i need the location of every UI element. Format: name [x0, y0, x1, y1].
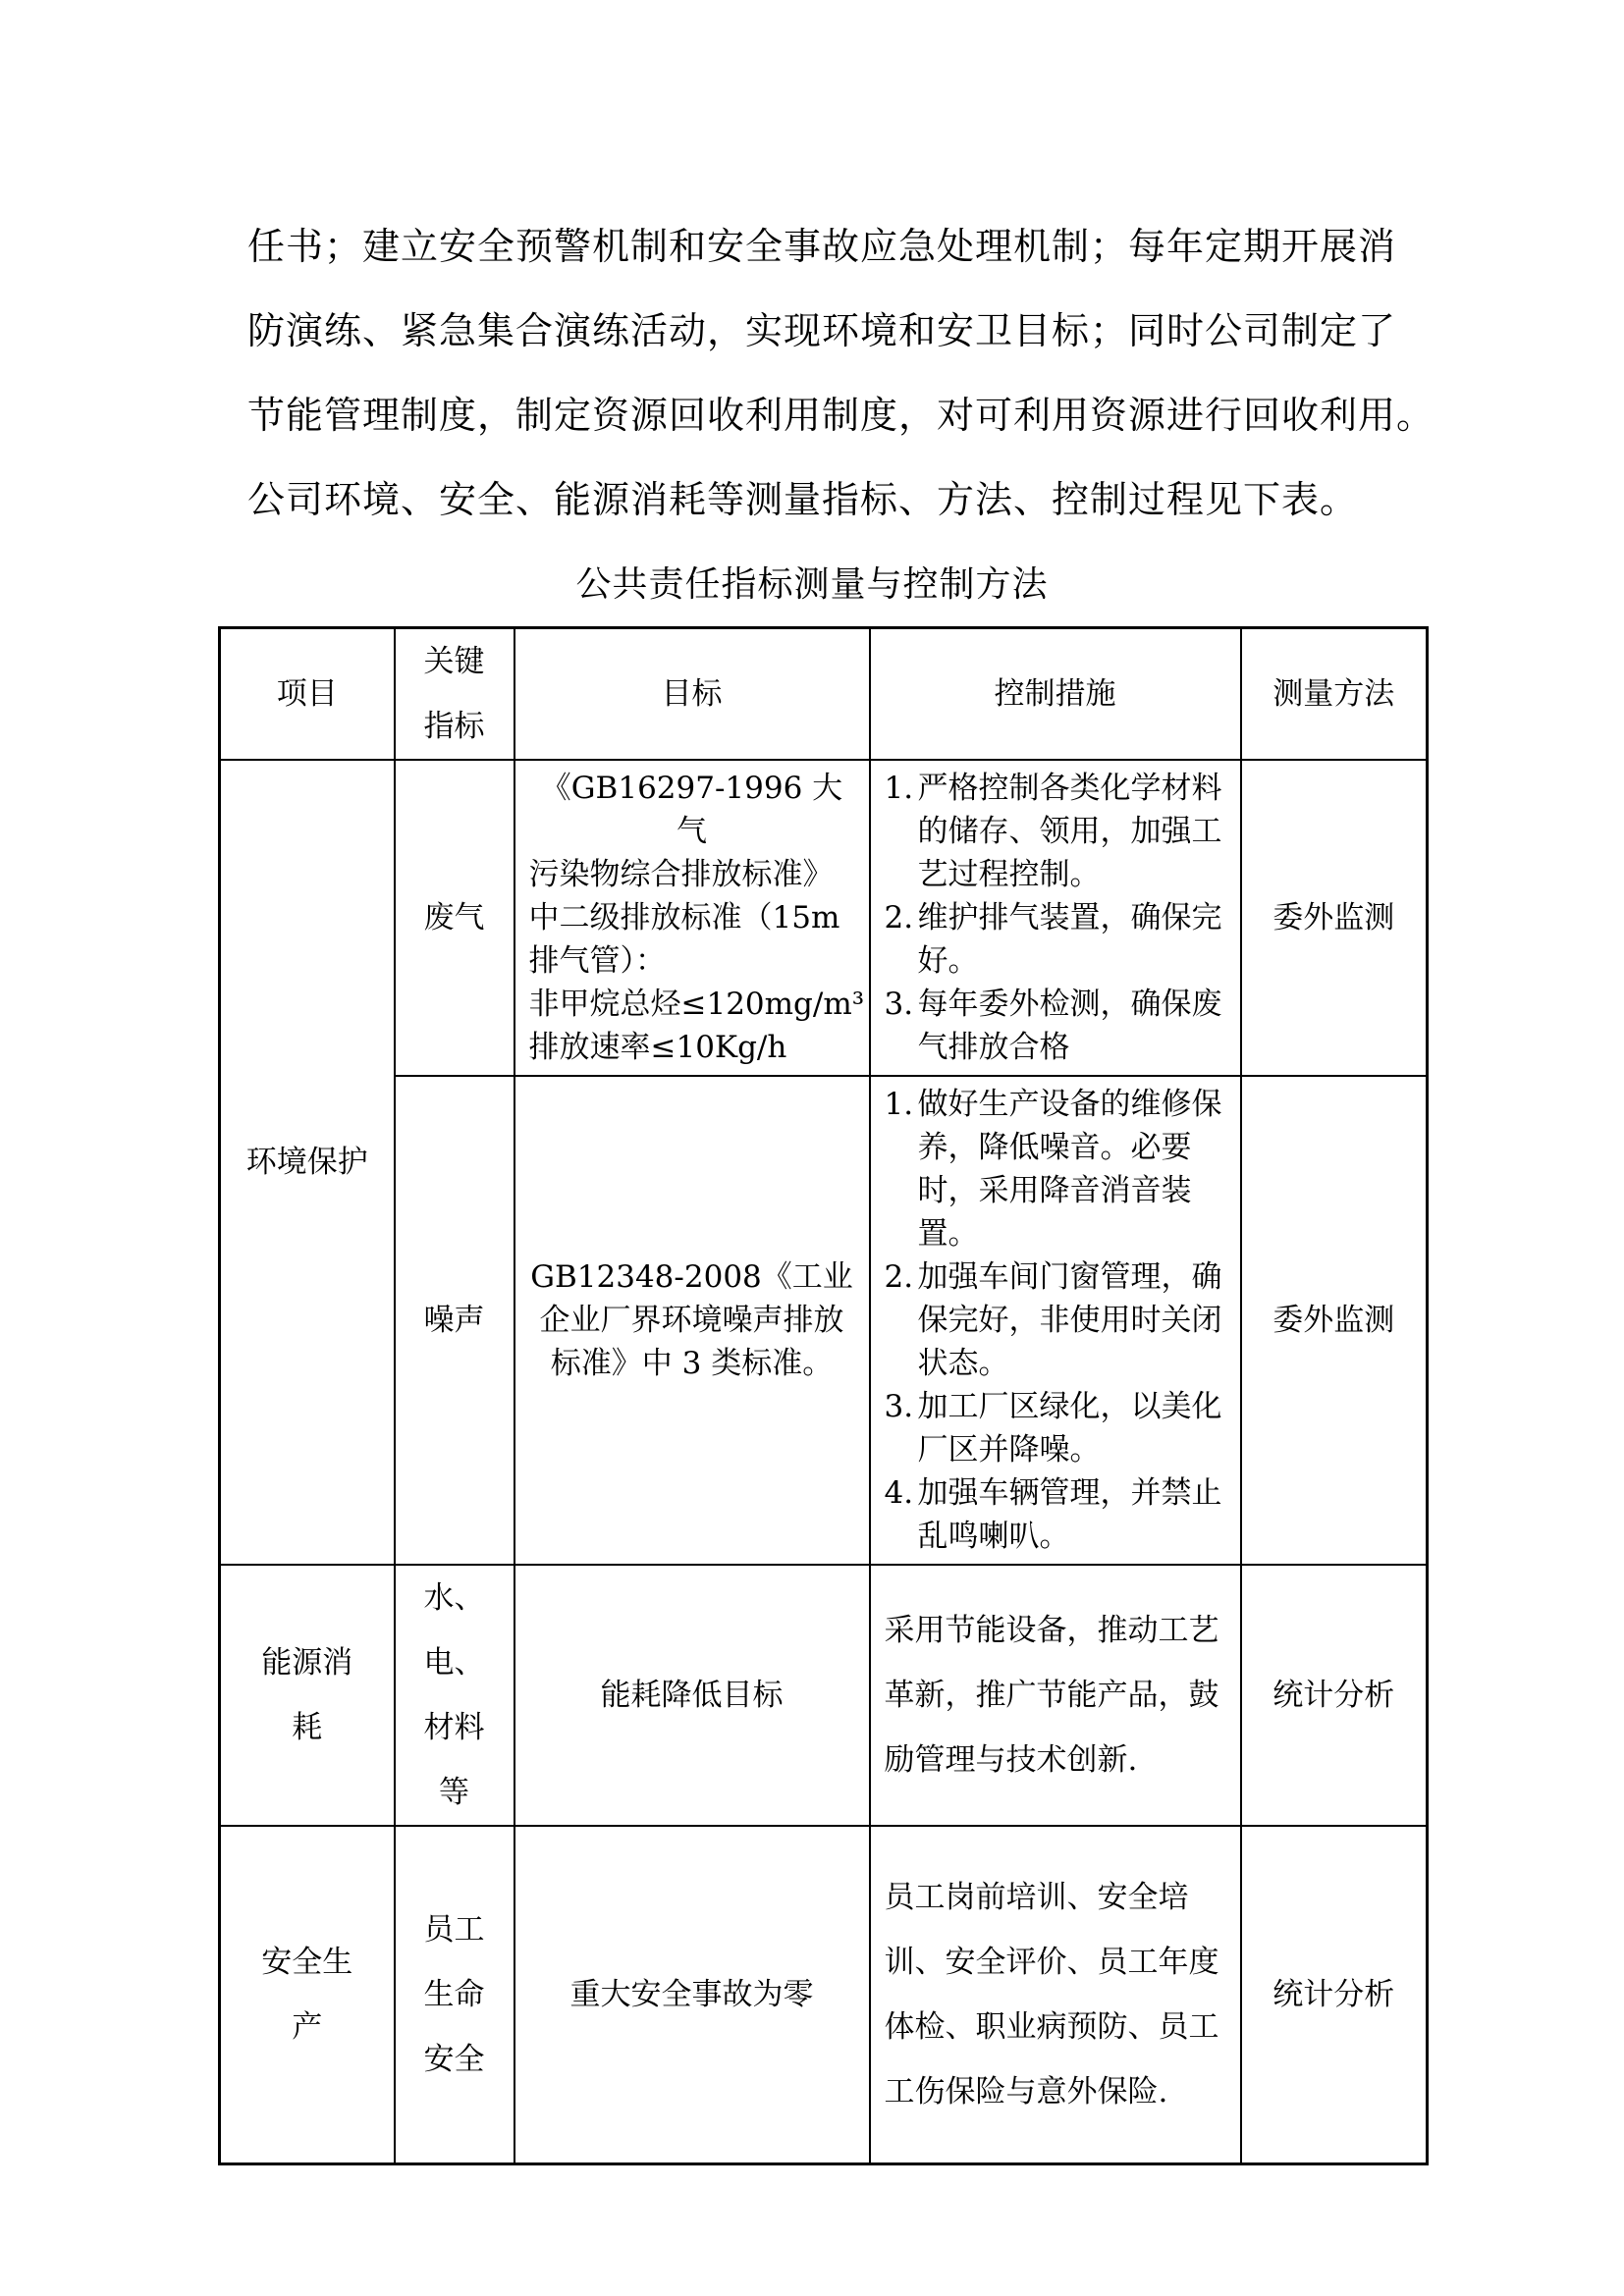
- table-row-energy: [220, 1565, 1428, 1826]
- table-row-noise: [220, 1076, 1428, 1565]
- target-safety: 重大安全事故为零: [514, 1826, 870, 2164]
- indicator-waste-gas: 废气: [395, 760, 514, 1076]
- body-paragraph: [247, 204, 1435, 542]
- target-energy: 能耗降低目标: [514, 1565, 870, 1826]
- paragraph-line: 防演练、紧急集合演练活动，实现环境和安卫目标；同时公司制定了: [247, 309, 1397, 352]
- measure-item: 4. 加强车辆管理，并禁止乱鸣喇叭。: [884, 1475, 1222, 1554]
- target-noise: GB12348-2008《工业企业厂界环境噪声排放标准》中 3 类标准。: [514, 1076, 870, 1565]
- measures-waste-gas: [870, 760, 1241, 1076]
- item-environment: 环境保护: [220, 760, 395, 1565]
- method-safety: 统计分析: [1241, 1826, 1428, 2164]
- method-energy: 统计分析: [1241, 1565, 1428, 1826]
- responsibility-table: [218, 626, 1429, 2165]
- paragraph-line: 任书；建立安全预警机制和安全事故应急处理机制；每年定期开展消: [247, 225, 1397, 268]
- header-item: 项目: [220, 628, 395, 761]
- header-target: 目标: [514, 628, 870, 761]
- target-waste-gas: [514, 760, 870, 1076]
- measures-energy: 采用节能设备，推动工艺革新，推广节能产品，鼓励管理与技术创新.: [870, 1565, 1241, 1826]
- item-safety: 安全生产: [220, 1826, 395, 2164]
- table-header-row: [220, 628, 1428, 761]
- measure-item: 1. 严格控制各类化学材料的储存、领用，加强工艺过程控制。: [884, 771, 1222, 892]
- table-row-safety: [220, 1826, 1428, 2164]
- method-waste-gas: 委外监测: [1241, 760, 1428, 1076]
- item-energy: 能源消耗: [220, 1565, 395, 1826]
- target-line: 排气管）：: [528, 943, 666, 979]
- target-line: 非甲烷总烃≤120mg/m³: [528, 987, 865, 1022]
- header-measurement-method: 测量方法: [1241, 628, 1428, 761]
- measure-item: 3. 加工厂区绿化，以美化厂区并降噪。: [884, 1389, 1222, 1468]
- target-line: 中二级排放标准（15m: [528, 900, 840, 935]
- measure-item: 2. 维护排气装置，确保完好。: [884, 900, 1222, 979]
- header-key-indicator: 关键指标: [395, 628, 514, 761]
- measure-item: 2. 加强车间门窗管理，确保完好，非使用时关闭状态。: [884, 1259, 1222, 1381]
- indicator-noise: 噪声: [395, 1076, 514, 1565]
- method-noise: 委外监测: [1241, 1076, 1428, 1565]
- target-line: 《GB16297-1996 大气: [540, 771, 843, 849]
- table-row-waste-gas: [220, 760, 1428, 1076]
- measure-item: 3. 每年委外检测，确保废气排放合格: [884, 987, 1222, 1065]
- target-line: 污染物综合排放标准》: [528, 857, 834, 892]
- paragraph-line: 公司环境、安全、能源消耗等测量指标、方法、控制过程见下表。: [247, 478, 1359, 521]
- indicator-energy: 水、电、材料等: [395, 1565, 514, 1826]
- paragraph-line: 节能管理制度，制定资源回收利用制度，对可利用资源进行回收利用。: [247, 394, 1435, 437]
- measure-item: 1. 做好生产设备的维修保养，降低噪音。必要时，采用降音消音装置。: [884, 1087, 1222, 1252]
- indicator-safety: 员工生命安全: [395, 1826, 514, 2164]
- measures-safety: 员工岗前培训、安全培训、安全评价、员工年度体检、职业病预防、员工工伤保险与意外保险.: [870, 1826, 1241, 2164]
- table-title: 公共责任指标测量与控制方法: [575, 564, 1049, 605]
- header-control-measures: 控制措施: [870, 628, 1241, 761]
- measures-noise: [870, 1076, 1241, 1565]
- target-line: 排放速率≤10Kg/h: [528, 1030, 787, 1065]
- measures-list: [885, 767, 1226, 1069]
- measures-list: [885, 1083, 1226, 1558]
